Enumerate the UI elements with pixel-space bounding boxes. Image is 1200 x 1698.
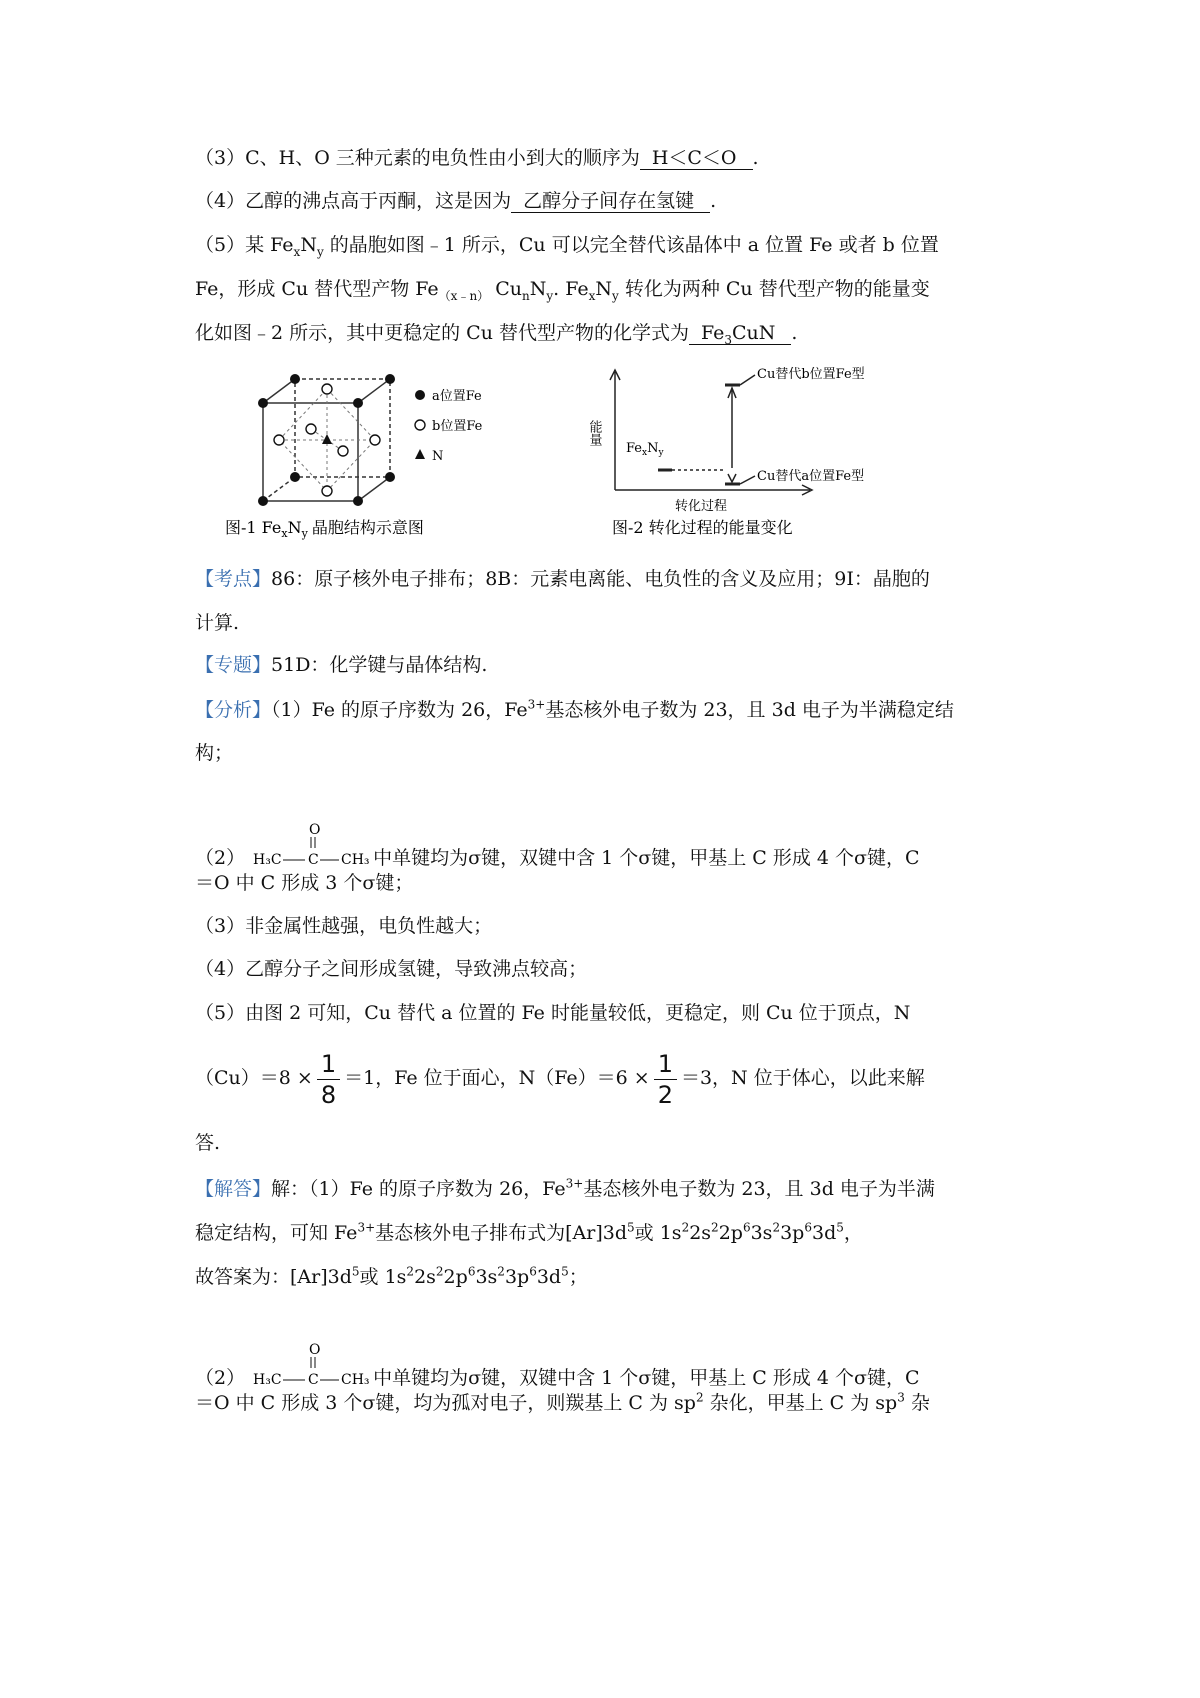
superscript: 2	[711, 1220, 719, 1235]
q3-text: （3）C、H、O 三种元素的电负性由小到大的顺序为	[195, 147, 640, 169]
struct-o: O	[309, 1342, 321, 1358]
vertex-atom	[258, 398, 268, 408]
jieda-text: ＝O 中 C 形成 3 个σ键，均为孤对电子，则羰基上 C 为 sp	[195, 1392, 696, 1414]
jieda-line-1	[195, 1176, 1015, 1202]
q5-answer	[689, 322, 791, 345]
zhuanti-tag: 【专题】	[195, 654, 272, 676]
q5-text: N	[529, 278, 547, 300]
kaodian-text: 86：原子核外电子排布；8B：元素电离能、电负性的含义及应用；9I：晶胞的	[271, 568, 930, 590]
figure-2-caption: 图-2 转化过程的能量变化	[612, 518, 793, 537]
vertex-atom	[290, 472, 300, 482]
bottom-level-label: Cu替代a位置Fe型	[757, 469, 865, 484]
q5-text: N	[595, 278, 613, 300]
numerator: 1	[654, 1049, 677, 1080]
jieda-text: 杂	[904, 1392, 930, 1414]
q5-answer-part: CuN	[732, 322, 776, 344]
q5-text: 化如图﹣2 所示，其中更稳定的 Cu 替代型产物的化学式为	[195, 322, 689, 344]
figure-2-energy-diagram	[586, 360, 920, 540]
q5-text: N	[300, 234, 317, 256]
q5-text: Cu	[489, 278, 522, 300]
vertex-atom	[290, 374, 300, 384]
fenxi-text: 中单键均为σ键，双键中含 1 个σ键，甲基上 C 形成 4 个σ键，C	[373, 847, 920, 869]
zhuanti-text: 51D：化学键与晶体结构.	[271, 654, 488, 676]
fenxi-line-9	[195, 1130, 1015, 1156]
superscript: 6	[529, 1264, 537, 1279]
jieda-text: 基态核外电子数为 23，且 3d 电子为半满	[583, 1178, 935, 1200]
vertex-atom	[258, 496, 268, 506]
superscript: 2	[695, 1390, 704, 1405]
struct-c: C	[308, 1372, 319, 1388]
jieda-text: 稳定结构，可知 Fe	[195, 1222, 358, 1244]
fenxi-line-8	[195, 1045, 1015, 1111]
q4-end: .	[710, 190, 717, 212]
jieda-tag: 【解答】	[195, 1178, 272, 1200]
denominator: 2	[657, 1080, 673, 1109]
superscript: 6	[467, 1264, 476, 1279]
legend-n-marker	[415, 449, 425, 459]
q5-line-1	[195, 232, 1015, 258]
fraction-one-half	[654, 1049, 677, 1110]
struct-c: C	[308, 852, 319, 868]
jieda-text: 2p	[718, 1222, 743, 1244]
face-atom	[306, 424, 316, 434]
face-atom	[322, 384, 332, 394]
fenxi-line-4	[195, 870, 1015, 896]
fenxi-text: （5）由图 2 可知，Cu 替代 a 位置的 Fe 时能量较低，更稳定，则 Cu 位于顶点，N	[195, 1002, 911, 1024]
face-atom	[338, 446, 348, 456]
fenxi-tag: 【分析】	[195, 699, 272, 721]
jieda-text: 3d	[811, 1222, 837, 1244]
q5-line-2	[195, 276, 1015, 302]
subscript: （x﹣n）	[438, 288, 490, 303]
q3-end: .	[752, 147, 759, 169]
q5-line-3	[195, 320, 1015, 346]
superscript: 3+	[565, 1176, 584, 1191]
denominator: 8	[320, 1080, 337, 1109]
jieda-text: ，	[843, 1222, 863, 1244]
jieda-text: 3s	[475, 1266, 498, 1288]
jieda-text: 3d	[536, 1266, 562, 1288]
vertex-atom	[385, 374, 395, 384]
jieda-text: 中单键均为σ键，双键中含 1 个σ键，甲基上 C 形成 4 个σ键，C	[373, 1367, 920, 1389]
struct-ch3: CH₃	[341, 852, 370, 868]
q3-answer: H＜C＜O	[640, 147, 753, 170]
fenxi-text: （Cu）＝8 ×	[195, 1067, 313, 1089]
kaodian-line	[195, 566, 1015, 592]
jieda-text: 3p	[780, 1222, 805, 1244]
fenxi-text: 答.	[195, 1132, 221, 1154]
jieda-text: 解：（1）Fe 的原子序数为 26，Fe	[271, 1178, 566, 1200]
struct-h3c: H₃C	[253, 1372, 282, 1388]
vertex-atom	[385, 472, 395, 482]
jieda-text: 2s	[414, 1266, 436, 1288]
kaodian-text: 计算.	[195, 612, 240, 634]
q5-text: 的晶胞如图﹣1 所示，Cu 可以完全替代该晶体中 a 位置 Fe 或者 b 位置	[323, 234, 939, 256]
jieda-text: 2p	[443, 1266, 468, 1288]
fenxi-text: （2）	[195, 847, 246, 869]
q3-line	[195, 145, 1015, 171]
q5-text: Fe，形成 Cu 替代型产物 Fe	[195, 278, 439, 300]
q5-text: 转化为两种 Cu 替代型产物的能量变	[618, 278, 930, 300]
fenxi-line-5	[195, 913, 1015, 939]
fenxi-line-2	[195, 740, 1015, 766]
fenxi-text: （1）Fe 的原子序数为 26，Fe	[271, 699, 528, 721]
q4-answer: 乙醇分子间存在氢键	[511, 190, 710, 213]
superscript: 3+	[527, 697, 546, 712]
fenxi-text: ＝3，N 位于体心，以此来解	[680, 1067, 925, 1089]
q4-line	[195, 188, 1015, 214]
superscript: 2	[772, 1220, 781, 1235]
q5-text: . Fe	[553, 278, 589, 300]
superscript: 3+	[357, 1220, 376, 1235]
fenxi-line-1	[195, 697, 1015, 723]
q5-answer-part: Fe	[700, 322, 725, 344]
superscript: 5	[627, 1220, 635, 1235]
y-axis-label: 能量	[586, 420, 602, 446]
q5-end: .	[791, 322, 798, 344]
subscript: x	[293, 244, 301, 259]
q5-text: （5）某 Fe	[195, 234, 294, 256]
superscript: 5	[351, 1264, 360, 1279]
jieda-line-2	[195, 1220, 1015, 1246]
fenxi-text: ＝O 中 C 形成 3 个σ键；	[195, 872, 414, 894]
superscript: 3	[897, 1390, 905, 1405]
superscript: 2	[497, 1264, 505, 1279]
struct-ch3: CH₃	[341, 1372, 370, 1388]
numerator: 1	[317, 1049, 340, 1080]
superscript: 5	[561, 1264, 569, 1279]
legend-a-label: a位置Fe	[432, 389, 482, 404]
jieda-line-5	[195, 1390, 1015, 1416]
legend-a-marker	[415, 390, 425, 400]
superscript: 2	[406, 1264, 415, 1279]
fenxi-text: 基态核外电子数为 23，且 3d 电子为半满稳定结	[545, 699, 954, 721]
fenxi-line-6	[195, 956, 1015, 982]
vertex-atom	[353, 496, 363, 506]
fenxi-text: ＝1，Fe 位于面心，N（Fe）＝6 ×	[344, 1067, 650, 1089]
fenxi-text: （3）非金属性越强，电负性越大；	[195, 915, 493, 937]
superscript: 6	[742, 1220, 751, 1235]
struct-h3c: H₃C	[253, 852, 282, 868]
superscript: 2	[435, 1264, 444, 1279]
body-center-n	[322, 434, 332, 444]
fexny-label: $Fe_xN_y$	[626, 441, 664, 458]
jieda-text: 2s	[689, 1222, 712, 1244]
figure-1-unit-cell	[215, 365, 535, 540]
fenxi-text: （4）乙醇分子之间形成氢键，导致沸点较高；	[195, 958, 588, 980]
jieda-text: 杂化，甲基上 C 为 sp	[703, 1392, 898, 1414]
jieda-text: 或 1s	[359, 1266, 407, 1288]
struct-o: O	[309, 822, 321, 838]
jieda-line-3	[195, 1264, 1015, 1290]
subscript: y	[546, 288, 554, 303]
jieda-text: 基态核外电子排布式为[Ar]3d	[375, 1222, 628, 1244]
subscript: n	[522, 288, 530, 303]
face-atom	[322, 486, 332, 496]
kaodian-tag: 【考点】	[195, 568, 272, 590]
jieda-text: 3p	[504, 1266, 530, 1288]
figure-1-caption: 图-1 $Fe_xN_y$ 晶胞结构示意图	[225, 518, 424, 540]
jieda-text: 故答案为：[Ar]3d	[195, 1266, 352, 1288]
jieda-text: 或 1s	[634, 1222, 682, 1244]
jieda-text: 3s	[750, 1222, 773, 1244]
subscript: x	[588, 288, 596, 303]
superscript: 2	[681, 1220, 690, 1235]
fraction-one-eighth	[317, 1049, 340, 1110]
jieda-text: （2）	[195, 1367, 246, 1389]
subscript: 3	[724, 332, 733, 347]
vertex-atom	[353, 398, 363, 408]
fenxi-line-7	[195, 1000, 1015, 1026]
superscript: 5	[836, 1220, 844, 1235]
kaodian-line-2	[195, 610, 1015, 636]
top-level-label: Cu替代b位置Fe型	[757, 367, 865, 382]
legend-b-label: b位置Fe	[432, 419, 483, 434]
zhuanti-line	[195, 652, 1015, 678]
jieda-text: ；	[568, 1266, 588, 1288]
face-atom	[274, 435, 284, 445]
legend-n-label: N	[432, 449, 444, 464]
subscript: y	[316, 244, 324, 259]
superscript: 6	[804, 1220, 812, 1235]
legend-b-marker	[415, 420, 425, 430]
face-atom	[370, 435, 380, 445]
q4-text: （4）乙醇的沸点高于丙酮，这是因为	[195, 190, 512, 212]
subscript: y	[612, 288, 619, 303]
x-axis-label: 转化过程	[675, 499, 728, 514]
fenxi-text: 构；	[195, 742, 234, 764]
